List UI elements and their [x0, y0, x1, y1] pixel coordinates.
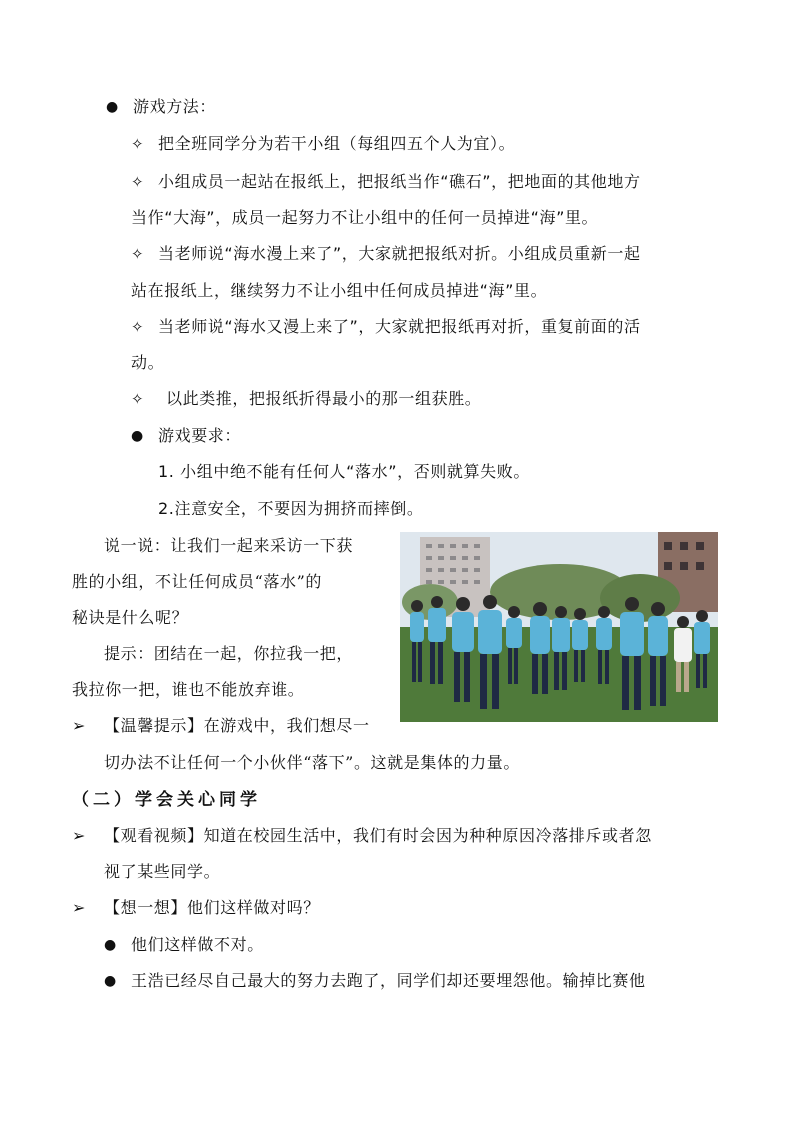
students-game-photo [400, 532, 718, 722]
arrow-bullet-icon: ➢ [72, 716, 86, 735]
diamond-bullet: ✧ [131, 245, 144, 263]
requirements-label: 游戏要求： [158, 426, 242, 445]
discussion-line1: 说一说：让我们一起来采访一下获 [104, 536, 354, 555]
step-4-line2: 动。 [131, 353, 165, 372]
arrow-bullet-icon: ➢ [72, 826, 86, 845]
discussion-line3: 秘诀是什么呢？ [72, 608, 189, 627]
arrow-bullet-icon: ➢ [72, 898, 86, 917]
answer-2: 王浩已经尽自己最大的努力去跑了，同学们却还要埋怨他。输掉比赛他 [131, 971, 646, 990]
requirement-1: 1. 小组中绝不能有任何人“落水”，否则就算失败。 [158, 462, 530, 481]
bullet-dot: ● [104, 937, 117, 953]
step-2-line1: 小组成员一起站在报纸上，把报纸当作“礁石”，把地面的其他地方 [158, 172, 641, 191]
bullet-dot: ● [131, 428, 144, 444]
bullet-dot: ● [106, 99, 119, 115]
game-method-label: 游戏方法： [133, 97, 217, 116]
warm-tip-line1: 【温馨提示】在游戏中，我们想尽一 [104, 716, 370, 735]
video-line1: 【观看视频】知道在校园生活中，我们有时会因为种种原因冷落排斥或者忽 [104, 826, 652, 845]
bullet-dot: ● [104, 973, 117, 989]
hint-line2: 我拉你一把，谁也不能放弃谁。 [72, 680, 305, 699]
hint-line1: 提示：团结在一起，你拉我一把， [104, 644, 354, 663]
photo-illustration [400, 532, 718, 722]
video-line2: 视了某些同学。 [104, 862, 221, 881]
requirement-2: 2.注意安全，不要因为拥挤而摔倒。 [158, 499, 424, 518]
diamond-bullet: ✧ [131, 318, 144, 336]
discussion-line2: 胜的小组，不让任何成员“落水”的 [72, 572, 322, 591]
diamond-bullet: ✧ [131, 135, 144, 153]
diamond-bullet: ✧ [131, 173, 144, 191]
step-3-line1: 当老师说“海水漫上来了”，大家就把报纸对折。小组成员重新一起 [158, 244, 641, 263]
step-1: 把全班同学分为若干小组（每组四五个人为宜）。 [158, 134, 516, 153]
step-3-line2: 站在报纸上，继续努力不让小组中任何成员掉进“海”里。 [131, 281, 548, 300]
section-heading: （二）学会关心同学 [72, 790, 261, 810]
step-2-line2: 当作“大海”，成员一起努力不让小组中的任何一员掉进“海”里。 [131, 208, 599, 227]
answer-1: 他们这样做不对。 [131, 935, 264, 954]
think-line: 【想一想】他们这样做对吗？ [104, 898, 320, 917]
warm-tip-line2: 切办法不让任何一个小伙伴“落下”。这就是集体的力量。 [104, 753, 520, 772]
step-5: 以此类推，把报纸折得最小的那一组获胜。 [166, 389, 482, 408]
diamond-bullet: ✧ [131, 390, 144, 408]
step-4-line1: 当老师说“海水又漫上来了”，大家就把报纸再对折，重复前面的活 [158, 317, 641, 336]
